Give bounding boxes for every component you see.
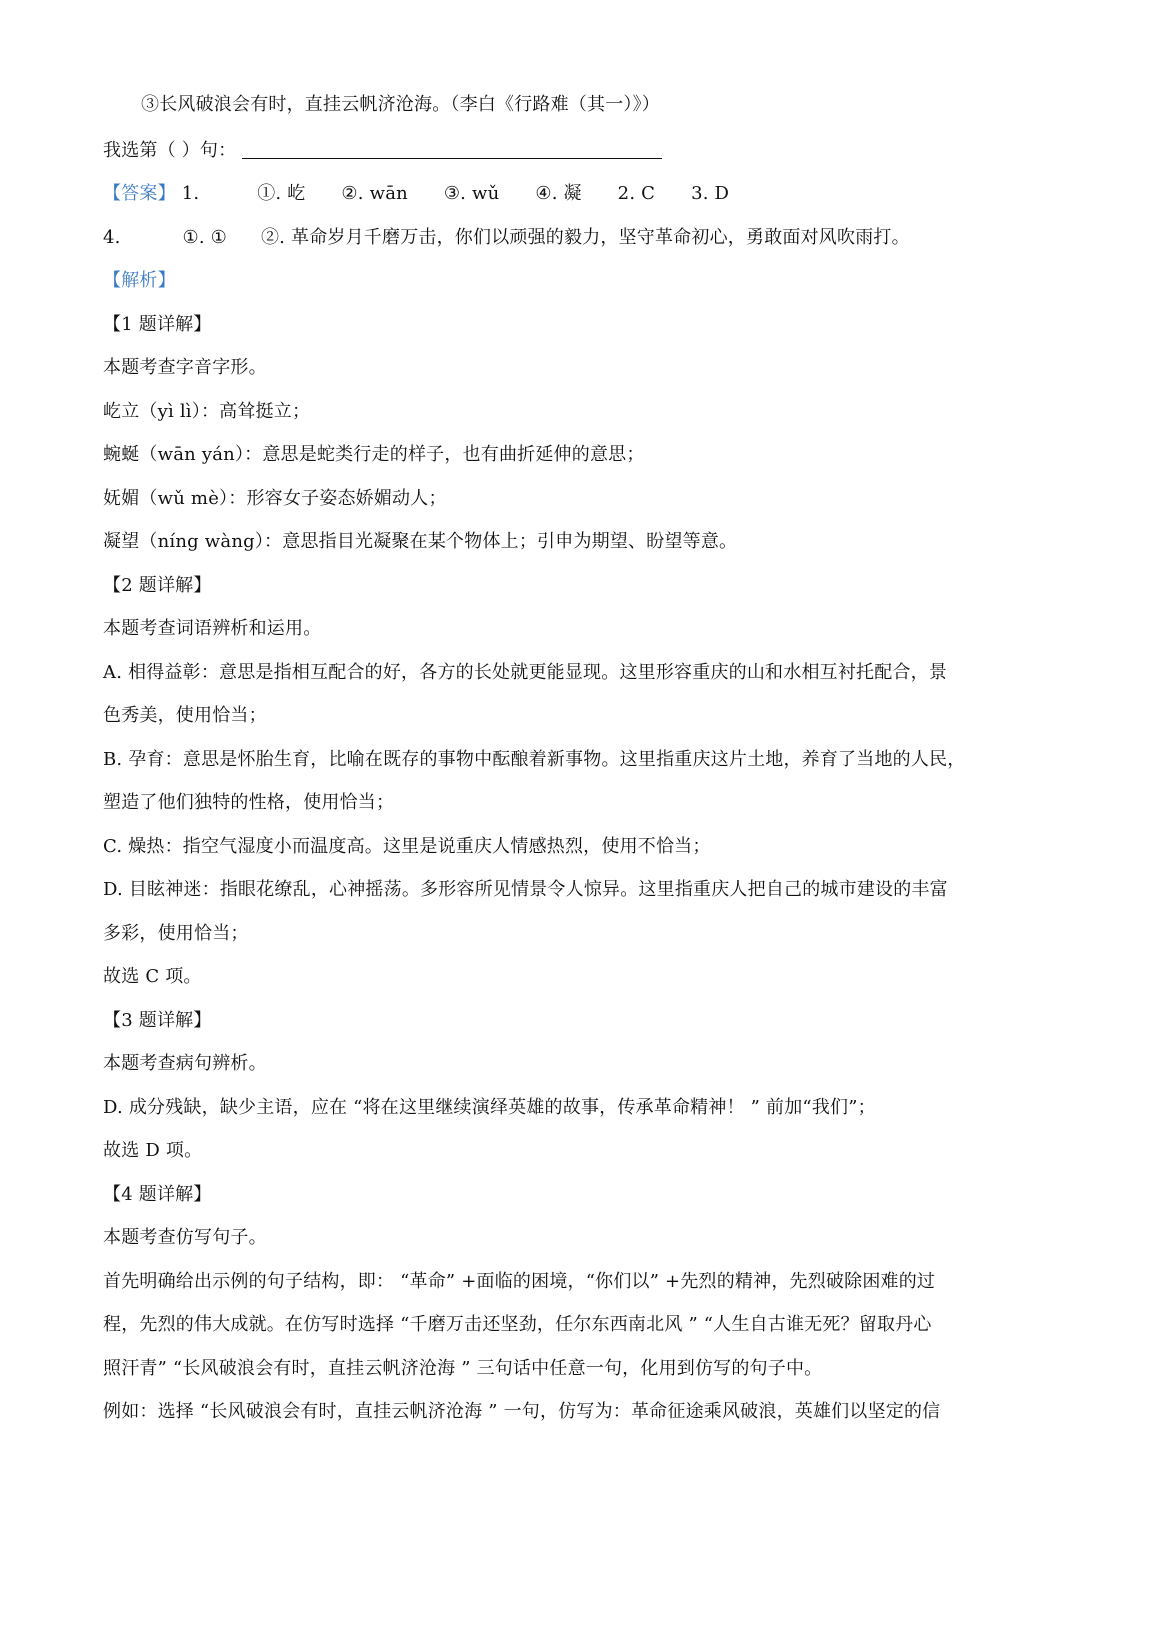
q2-option-d-2: 多彩，使用恰当； bbox=[103, 923, 249, 944]
answer-line-1 bbox=[103, 181, 729, 207]
q1-heading: 【1 题详解】 bbox=[103, 314, 212, 335]
answer-prompt bbox=[103, 138, 662, 164]
q2-heading: 【2 题详解】 bbox=[103, 575, 212, 596]
q2-option-d-1: D. 目眩神迷：指眼花缭乱，心神摇荡。多形容所见情景令人惊异。这里指重庆人把自己的城市建设的丰富 bbox=[103, 879, 948, 900]
q2-option-c: C. 燥热：指空气湿度小而温度高。这里是说重庆人情感热烈，使用不恰当； bbox=[103, 836, 711, 857]
q2-option-b-2: 塑造了他们独特的性格，使用恰当； bbox=[103, 792, 395, 813]
q2-option-b-1: B. 孕育：意思是怀胎生育，比喻在既存的事物中酝酿着新事物。这里指重庆这片土地，养育了当地的人民， bbox=[103, 749, 966, 770]
answer-q4-number: 4. bbox=[103, 227, 121, 248]
q2-option-a-2: 色秀美，使用恰当； bbox=[103, 705, 267, 726]
q4-explain-1: 首先明确给出示例的句子结构，即： “革命” +面临的困境，“你们以” +先烈的精神，先烈破除困难的过 bbox=[103, 1271, 936, 1292]
q4-topic: 本题考查仿写句子。 bbox=[103, 1227, 267, 1248]
answer-q4-part1: ①. ① bbox=[182, 227, 228, 248]
q1-explain-4: 凝望（níng wàng）：意思指目光凝聚在某个物体上；引申为期望、盼望等意。 bbox=[103, 531, 738, 552]
answer-q4-part2: ②. 革命岁月千磨万击，你们以顽强的毅力，坚守革命初心，勇敢面对风吹雨打。 bbox=[260, 227, 910, 248]
q3-topic: 本题考查病句辨析。 bbox=[103, 1053, 267, 1074]
answer-q1-part2: ②. wān bbox=[341, 183, 408, 204]
q2-option-a-1: A. 相得益彰：意思是指相互配合的好，各方的长处就更能显现。这里形容重庆的山和水相互衬托配合，景 bbox=[103, 662, 948, 683]
q3-conclusion: 故选 D 项。 bbox=[103, 1140, 203, 1161]
answer-q1-part3: ③. wǔ bbox=[443, 183, 500, 204]
q1-explain-2: 蜿蜒（wān yán）：意思是蛇类行走的样子，也有曲折延伸的意思； bbox=[103, 444, 645, 465]
q4-heading: 【4 题详解】 bbox=[103, 1184, 212, 1205]
q1-explain-1: 屹立（yì lì）：高耸挺立； bbox=[103, 401, 311, 422]
q1-explain-3: 妩媚（wǔ mè）：形容女子姿态娇媚动人； bbox=[103, 488, 447, 509]
answer-blank-line[interactable] bbox=[242, 140, 662, 159]
answer-q1-part1: ①. 屹 bbox=[257, 183, 306, 204]
q2-conclusion: 故选 C 项。 bbox=[103, 966, 202, 987]
answer-q1-part4: ④. 凝 bbox=[535, 183, 582, 204]
q4-explain-3: 照汗青” “长风破浪会有时，直挂云帆济沧海 ” 三句话中任意一句，化用到仿写的句子中。 bbox=[103, 1358, 823, 1379]
analysis-label: 【解析】 bbox=[103, 270, 176, 291]
answer-q2: 2. C bbox=[617, 183, 656, 204]
answer-line-4 bbox=[103, 225, 910, 251]
q4-explain-2: 程，先烈的伟大成就。在仿写时选择 “千磨万击还坚劲，任尔东西南北风 ” “人生自古谁无死？留取丹心 bbox=[103, 1314, 932, 1335]
q1-topic: 本题考查字音字形。 bbox=[103, 357, 267, 378]
poem-line-3: ③长风破浪会有时，直挂云帆济沧海。（李白《行路难（其一）》） bbox=[141, 94, 660, 115]
answer-label: 【答案】 bbox=[103, 183, 176, 204]
q3-explain: D. 成分残缺，缺少主语，应在 “将在这里继续演绎英雄的故事，传承革命精神！ ” 前加“我们”； bbox=[103, 1097, 876, 1118]
q2-topic: 本题考查词语辨析和运用。 bbox=[103, 618, 322, 639]
q4-example: 例如：选择 “长风破浪会有时，直挂云帆济沧海 ” 一句，仿写为：革命征途乘风破浪，英雄们以坚定的信 bbox=[103, 1401, 941, 1422]
answer-q1-number: 1. bbox=[181, 183, 200, 204]
q3-heading: 【3 题详解】 bbox=[103, 1010, 212, 1031]
answer-q3: 3. D bbox=[691, 183, 730, 204]
answer-prompt-text: 我选第（ ）句： bbox=[103, 140, 237, 161]
